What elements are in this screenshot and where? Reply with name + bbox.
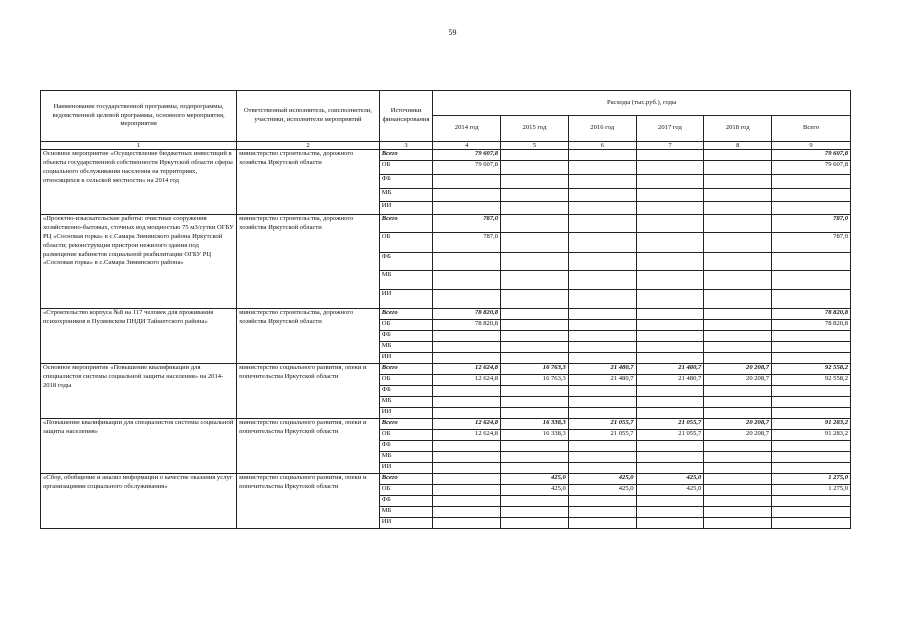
- year-value: [568, 397, 636, 408]
- total-value: [772, 386, 851, 397]
- column-number: 7: [636, 142, 704, 150]
- year-value: [433, 485, 501, 496]
- total-value: [772, 441, 851, 452]
- year-value: 21 055,7: [568, 419, 636, 430]
- year-value: 79 607,8: [433, 161, 501, 175]
- year-value: [636, 496, 704, 507]
- funding-source: Всего: [379, 150, 433, 161]
- funding-source: Всего: [379, 364, 433, 375]
- funding-source: ИИ: [379, 353, 433, 364]
- year-value: [433, 507, 501, 518]
- year-value: [568, 189, 636, 202]
- table-row: [41, 309, 851, 320]
- year-value: [501, 441, 569, 452]
- year-value: [433, 397, 501, 408]
- year-value: [636, 518, 704, 529]
- year-value: [704, 233, 772, 253]
- header-year: 2016 год: [568, 116, 636, 142]
- column-number: 6: [568, 142, 636, 150]
- year-value: [704, 342, 772, 353]
- year-value: [501, 161, 569, 175]
- year-value: [501, 507, 569, 518]
- year-value: [636, 353, 704, 364]
- year-value: [433, 175, 501, 189]
- funding-source: ИИ: [379, 518, 433, 529]
- year-value: [636, 215, 704, 233]
- year-value: [704, 496, 772, 507]
- funding-source: МБ: [379, 507, 433, 518]
- year-value: [501, 175, 569, 189]
- funding-source: ОБ: [379, 161, 433, 175]
- year-value: 21 055,7: [568, 430, 636, 441]
- year-value: [433, 342, 501, 353]
- year-value: 21 480,7: [636, 375, 704, 386]
- year-value: [704, 474, 772, 485]
- year-value: 425,0: [501, 474, 569, 485]
- year-value: [704, 290, 772, 309]
- year-value: [501, 353, 569, 364]
- year-value: [568, 320, 636, 331]
- funding-source: ФБ: [379, 253, 433, 271]
- funding-source: ФБ: [379, 386, 433, 397]
- year-value: [433, 290, 501, 309]
- year-value: [501, 202, 569, 215]
- year-value: [433, 331, 501, 342]
- year-value: [568, 507, 636, 518]
- total-value: [772, 397, 851, 408]
- year-value: [636, 253, 704, 271]
- year-value: [501, 386, 569, 397]
- funding-source: Всего: [379, 474, 433, 485]
- page-number: 59: [448, 28, 457, 37]
- total-value: [772, 496, 851, 507]
- table-row: [41, 419, 851, 430]
- year-value: [501, 342, 569, 353]
- year-value: 21 480,7: [636, 364, 704, 375]
- year-value: [704, 215, 772, 233]
- activity-name: «Проектно-изыскательские работы: очистные сооружения хозяйственно-бытовых, сточных вод мощностью 75 м3/сутки ОГБУ РЦ «Сосновая горка» в с.Самара Зиминского района Иркутской области; реконструкция пристрои нежилого здания под размещение кабинетов социальной реабилитации ОГБУ РЦ «Сосновая горка» в с.Самара Зиминского района»: [41, 215, 237, 309]
- year-value: [433, 441, 501, 452]
- year-value: [568, 518, 636, 529]
- responsible-executor: министерство строительства, дорожного хозяйства Иркутской области: [237, 150, 380, 215]
- total-value: 787,0: [772, 233, 851, 253]
- year-value: [704, 397, 772, 408]
- responsible-executor: министерство социального развития, опеки и попечительства Иркутской области: [237, 474, 380, 529]
- year-value: 12 624,8: [433, 430, 501, 441]
- funding-source: ОБ: [379, 375, 433, 386]
- year-value: [433, 253, 501, 271]
- year-value: [704, 452, 772, 463]
- year-value: [433, 518, 501, 529]
- year-value: [433, 353, 501, 364]
- responsible-executor: министерство социального развития, опеки и попечительства Иркутской области: [237, 419, 380, 474]
- year-value: [568, 386, 636, 397]
- column-number: 9: [772, 142, 851, 150]
- header-sources: Источники финансирования: [379, 91, 433, 142]
- total-value: [772, 331, 851, 342]
- year-value: [636, 189, 704, 202]
- year-value: [568, 331, 636, 342]
- year-value: [501, 331, 569, 342]
- year-value: [636, 320, 704, 331]
- year-value: 79 607,8: [433, 150, 501, 161]
- year-value: 16 763,3: [501, 364, 569, 375]
- year-value: [636, 309, 704, 320]
- total-value: 79 607,8: [772, 161, 851, 175]
- header-expenses: Расходы (тыс.руб.), годы: [433, 91, 851, 116]
- funding-source: ФБ: [379, 496, 433, 507]
- year-value: [501, 215, 569, 233]
- year-value: [636, 331, 704, 342]
- total-value: 92 558,2: [772, 364, 851, 375]
- year-value: [636, 202, 704, 215]
- year-value: [568, 290, 636, 309]
- year-value: [636, 463, 704, 474]
- year-value: [568, 271, 636, 290]
- column-number: 8: [704, 142, 772, 150]
- funding-source: ФБ: [379, 331, 433, 342]
- activity-name: «Сбор, обобщение и анализ информации о качестве оказания услуг организациями социального обслуживания»: [41, 474, 237, 529]
- total-value: 91 283,2: [772, 430, 851, 441]
- year-value: [433, 386, 501, 397]
- year-value: [704, 485, 772, 496]
- financing-table: [40, 90, 851, 529]
- year-value: [704, 150, 772, 161]
- year-value: [433, 452, 501, 463]
- year-value: 21 055,7: [636, 430, 704, 441]
- year-value: [501, 150, 569, 161]
- year-value: [568, 463, 636, 474]
- year-value: 425,0: [636, 474, 704, 485]
- year-value: [568, 309, 636, 320]
- year-value: 16 338,3: [501, 419, 569, 430]
- year-value: 12 624,8: [433, 364, 501, 375]
- table-row: [41, 364, 851, 375]
- year-value: [704, 331, 772, 342]
- year-value: [501, 320, 569, 331]
- year-value: [568, 408, 636, 419]
- funding-source: МБ: [379, 397, 433, 408]
- header-year: 2018 год: [704, 116, 772, 142]
- year-value: 425,0: [568, 485, 636, 496]
- year-value: [568, 150, 636, 161]
- year-value: [433, 474, 501, 485]
- year-value: [501, 397, 569, 408]
- funding-source: МБ: [379, 271, 433, 290]
- year-value: [433, 496, 501, 507]
- year-value: [501, 290, 569, 309]
- year-value: 21 480,7: [568, 364, 636, 375]
- total-value: [772, 463, 851, 474]
- year-value: [568, 496, 636, 507]
- year-value: [433, 408, 501, 419]
- year-value: [501, 271, 569, 290]
- year-value: [704, 309, 772, 320]
- year-value: 20 208,7: [704, 430, 772, 441]
- year-value: [704, 253, 772, 271]
- year-value: [636, 452, 704, 463]
- year-value: [704, 463, 772, 474]
- year-value: [501, 189, 569, 202]
- year-value: [636, 175, 704, 189]
- total-value: [772, 518, 851, 529]
- year-value: [636, 150, 704, 161]
- total-value: 91 283,2: [772, 419, 851, 430]
- year-value: [704, 202, 772, 215]
- year-value: [568, 441, 636, 452]
- year-value: 787,0: [433, 215, 501, 233]
- funding-source: ОБ: [379, 320, 433, 331]
- year-value: [636, 233, 704, 253]
- total-value: [772, 202, 851, 215]
- year-value: [501, 233, 569, 253]
- year-value: [568, 161, 636, 175]
- total-value: [772, 507, 851, 518]
- table-row: [41, 474, 851, 485]
- funding-source: ИИ: [379, 463, 433, 474]
- year-value: [636, 290, 704, 309]
- responsible-executor: министерство строительства, дорожного хозяйства Иркутской области: [237, 215, 380, 309]
- year-value: [568, 353, 636, 364]
- table-body: [41, 150, 851, 529]
- funding-source: ИИ: [379, 202, 433, 215]
- column-number: 3: [379, 142, 433, 150]
- year-value: [568, 233, 636, 253]
- header-name: Наименование государственной программы, подпрограммы, ведомственной целевой программы, основного мероприятия, мероприятия: [41, 91, 237, 142]
- year-value: [501, 408, 569, 419]
- year-value: [704, 175, 772, 189]
- year-value: [501, 496, 569, 507]
- year-value: 787,0: [433, 233, 501, 253]
- total-value: 1 275,0: [772, 485, 851, 496]
- total-value: 78 820,8: [772, 309, 851, 320]
- funding-source: МБ: [379, 342, 433, 353]
- year-value: [636, 386, 704, 397]
- year-value: [636, 507, 704, 518]
- total-value: [772, 271, 851, 290]
- year-value: 16 763,3: [501, 375, 569, 386]
- year-value: [704, 386, 772, 397]
- funding-source: ИИ: [379, 408, 433, 419]
- activity-name: Основное мероприятие «Повышение квалификации для специалистов системы социальной защиты населения» на 2014-2018 годы: [41, 364, 237, 419]
- year-value: [636, 397, 704, 408]
- year-value: 21 480,7: [568, 375, 636, 386]
- total-value: [772, 452, 851, 463]
- total-value: [772, 290, 851, 309]
- total-value: [772, 353, 851, 364]
- year-value: [704, 161, 772, 175]
- year-value: [704, 353, 772, 364]
- column-number: 1: [41, 142, 237, 150]
- total-value: [772, 342, 851, 353]
- funding-source: Всего: [379, 215, 433, 233]
- funding-source: ОБ: [379, 233, 433, 253]
- year-value: [501, 253, 569, 271]
- year-value: [636, 342, 704, 353]
- total-value: 1 275,0: [772, 474, 851, 485]
- funding-source: ОБ: [379, 485, 433, 496]
- funding-source: ФБ: [379, 175, 433, 189]
- activity-name: Основное мероприятие «Осуществление бюджетных инвестиций в объекты государственной собственности Иркутской области сферы социального обслуживания населения на территориях, относящихся к сельской местности» на 2014 год: [41, 150, 237, 215]
- year-value: [568, 452, 636, 463]
- year-value: [433, 189, 501, 202]
- year-value: [501, 309, 569, 320]
- funding-source: МБ: [379, 452, 433, 463]
- year-value: 20 208,7: [704, 375, 772, 386]
- funding-source: ОБ: [379, 430, 433, 441]
- year-value: [636, 441, 704, 452]
- year-value: 425,0: [636, 485, 704, 496]
- total-value: [772, 408, 851, 419]
- year-value: 425,0: [568, 474, 636, 485]
- header-year: 2014 год: [433, 116, 501, 142]
- responsible-executor: министерство строительства, дорожного хозяйства Иркутской области: [237, 309, 380, 364]
- column-number: 4: [433, 142, 501, 150]
- year-value: [704, 408, 772, 419]
- year-value: 78 820,8: [433, 309, 501, 320]
- column-number: 2: [237, 142, 380, 150]
- year-value: [704, 271, 772, 290]
- year-value: [433, 463, 501, 474]
- year-value: [704, 507, 772, 518]
- total-value: 78 820,8: [772, 320, 851, 331]
- year-value: [501, 452, 569, 463]
- header-responsible: Ответственный исполнитель, соисполнители, участники, исполнители мероприятий: [237, 91, 380, 142]
- year-value: 20 208,7: [704, 419, 772, 430]
- activity-name: «Строительство корпуса №8 на 117 человек для проживания психохроников в Пуляевском ПНДИ Тайшетского района»: [41, 309, 237, 364]
- funding-source: ИИ: [379, 290, 433, 309]
- header-year: 2017 год: [636, 116, 704, 142]
- year-value: [433, 271, 501, 290]
- year-value: [568, 175, 636, 189]
- table-row: [41, 215, 851, 233]
- total-value: 92 558,2: [772, 375, 851, 386]
- year-value: [501, 518, 569, 529]
- year-value: [433, 202, 501, 215]
- year-value: 16 338,3: [501, 430, 569, 441]
- year-value: [636, 271, 704, 290]
- year-value: 20 208,7: [704, 364, 772, 375]
- year-value: [704, 189, 772, 202]
- total-value: 79 607,8: [772, 150, 851, 161]
- year-value: 12 624,8: [433, 419, 501, 430]
- total-value: [772, 175, 851, 189]
- year-value: [501, 463, 569, 474]
- year-value: [568, 253, 636, 271]
- activity-name: «Повышение квалификации для специалистов системы социальной защиты населения»: [41, 419, 237, 474]
- responsible-executor: министерство социального развития, опеки и попечительства Иркутской области: [237, 364, 380, 419]
- year-value: [704, 441, 772, 452]
- funding-source: Всего: [379, 419, 433, 430]
- table-row: [41, 150, 851, 161]
- year-value: [568, 215, 636, 233]
- year-value: [636, 161, 704, 175]
- year-value: 12 624,8: [433, 375, 501, 386]
- funding-source: Всего: [379, 309, 433, 320]
- funding-source: ФБ: [379, 441, 433, 452]
- year-value: [568, 342, 636, 353]
- total-value: [772, 253, 851, 271]
- year-value: 21 055,7: [636, 419, 704, 430]
- year-value: 425,0: [501, 485, 569, 496]
- year-value: [568, 202, 636, 215]
- total-value: 787,0: [772, 215, 851, 233]
- year-value: [704, 320, 772, 331]
- year-value: 78 820,8: [433, 320, 501, 331]
- total-value: [772, 189, 851, 202]
- year-value: [704, 518, 772, 529]
- year-value: [636, 408, 704, 419]
- header-total: Всего: [772, 116, 851, 142]
- header-year: 2015 год: [501, 116, 569, 142]
- column-number: 5: [501, 142, 569, 150]
- funding-source: МБ: [379, 189, 433, 202]
